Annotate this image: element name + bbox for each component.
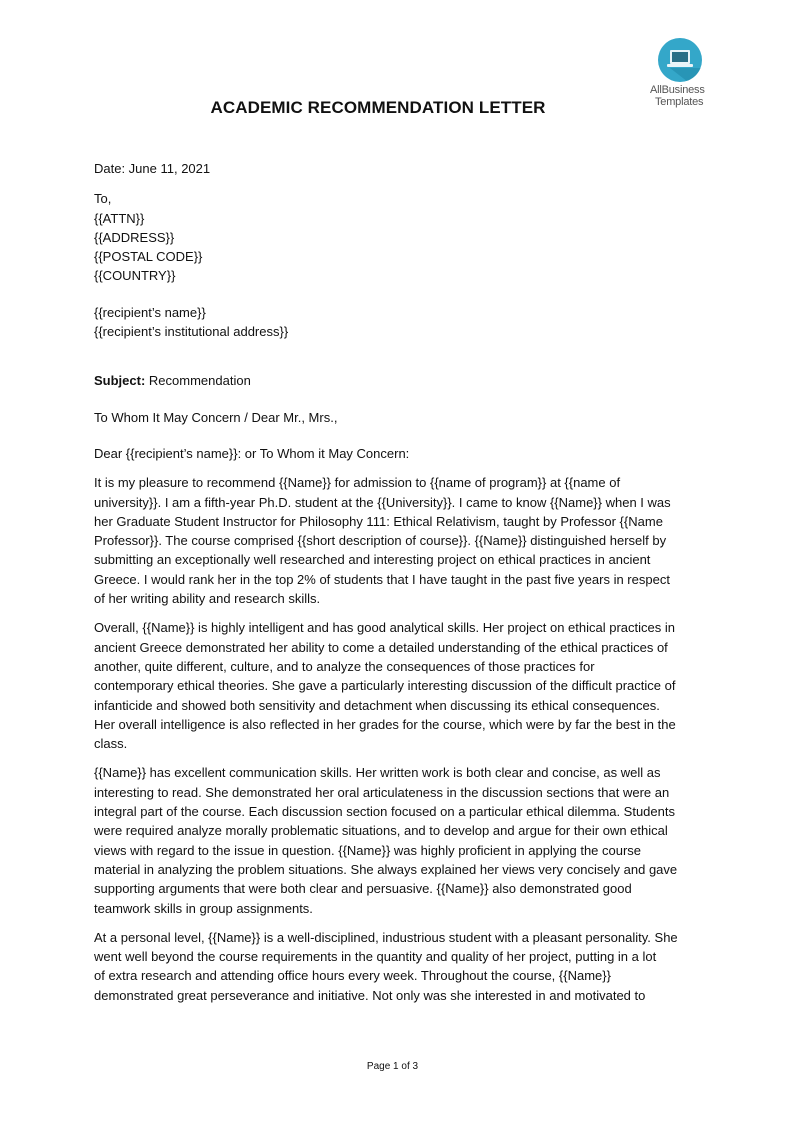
paragraph-line: teamwork skills in group assignments. bbox=[94, 900, 313, 916]
paragraph-line: infanticide and showed both sensitivity and detachment when discussing its ethical consequences. bbox=[94, 697, 660, 713]
paragraph-line: {{Name}} has excellent communication skills. Her written work is both clear and concise, as well as bbox=[94, 765, 661, 781]
salutation-generic: To Whom It May Concern / Dear Mr., Mrs., bbox=[94, 409, 338, 425]
subject-value: Recommendation bbox=[145, 373, 251, 389]
address-block bbox=[94, 189, 704, 285]
paragraph-line: of her writing ability and research skills. bbox=[94, 591, 321, 607]
address-attn: {{ATTN}} bbox=[94, 210, 145, 226]
body-paragraph bbox=[94, 473, 704, 608]
body-paragraph bbox=[94, 618, 704, 753]
logo-line-1: AllBusiness bbox=[650, 84, 705, 96]
letter-date: Date: June 11, 2021 bbox=[94, 161, 211, 176]
logo-line-2: Templates bbox=[655, 96, 704, 108]
paragraph-line: class. bbox=[94, 736, 128, 752]
paragraph-line: university}}. I am a fifth-year Ph.D. student at the {{University}}. I came to know {{Name}} when I was bbox=[94, 494, 671, 510]
paragraph-line: Professor}}. The course comprised {{short description of course}}. {{Name}} distinguished herself by bbox=[94, 533, 667, 549]
address-postal-code: {{POSTAL CODE}} bbox=[94, 249, 203, 265]
recipient-name: {{recipient’s name}} bbox=[94, 304, 206, 320]
paragraph-line: Overall, {{Name}} is highly intelligent and has good analytical skills. Her project on ethical practices in bbox=[94, 620, 675, 636]
paragraph-line: interesting to read. She demonstrated her oral articulateness in the discussion sections that were an bbox=[94, 784, 670, 800]
paragraph-line: At a personal level, {{Name}} is a well-disciplined, industrious student with a pleasant personality. She bbox=[94, 929, 678, 945]
paragraph-line: another, quite different, culture, and to analyze the consequences of those practices for bbox=[94, 658, 595, 674]
subject-label: Subject: bbox=[94, 373, 146, 389]
paragraph-line: supporting arguments that were both clear and persuasive. {{Name}} also demonstrated good bbox=[94, 881, 632, 897]
paragraph-line: ancient Greece demonstrated her ability to come a detailed understanding of the ethical practices of bbox=[94, 639, 668, 655]
paragraph-line: went well beyond the course requirements in the quantity and quality of her project, putting in a lot bbox=[94, 949, 657, 965]
paragraph-line: demonstrated great perseverance and initiative. Not only was she interested in and motivated to bbox=[94, 987, 646, 1003]
address-to: To, bbox=[94, 191, 112, 207]
paragraph-line: It is my pleasure to recommend {{Name}} for admission to {{name of program}} at {{name of bbox=[94, 475, 621, 491]
logo-badge bbox=[658, 38, 702, 82]
paragraph-line: Greece. I would rank her in the top 2% of students that I have taught in the past five years in respect bbox=[94, 571, 670, 587]
address-street: {{ADDRESS}} bbox=[94, 229, 175, 245]
body-paragraph bbox=[94, 928, 704, 1005]
paragraph-line: of extra research and attending office hours every week. Throughout the course, {{Name}} bbox=[94, 968, 611, 984]
address-country: {{COUNTRY}} bbox=[94, 268, 176, 284]
paragraph-line: material in analyzing the problem situations. She always explained her views very concisely and gave bbox=[94, 861, 678, 877]
paragraph-line: were required analyze morally problematic situations, and to develop and argue for their own ethical bbox=[94, 823, 668, 839]
salutation-dear: Dear {{recipient’s name}}: or To Whom it May Concern: bbox=[94, 445, 410, 461]
laptop-icon bbox=[658, 38, 702, 82]
paragraph-line: Her overall intelligence is also reflected in her grades for the course, which were by far the best in the bbox=[94, 716, 676, 732]
letter-title: ACADEMIC RECOMMENDATION LETTER bbox=[210, 98, 546, 117]
paragraph-line: submitting an exceptionally well researched and interesting project on ethical practices in ancient bbox=[94, 552, 651, 568]
recipient-block bbox=[94, 303, 704, 342]
paragraph-line: her Graduate Student Instructor for Philosophy 111: Ethical Relativism, taught by Professor {{Name bbox=[94, 513, 663, 529]
body-paragraph bbox=[94, 763, 704, 917]
subject-line bbox=[94, 371, 704, 390]
paragraph-line: views with regard to the issue in question. {{Name}} was highly proficient in applying the course bbox=[94, 842, 642, 858]
paragraph-line: contemporary ethical theories. She gave a particularly interesting discussion of the difficult practice of bbox=[94, 678, 676, 694]
recipient-institution: {{recipient’s institutional address}} bbox=[94, 324, 289, 340]
paragraph-line: integral part of the course. Each discussion section focused on a particular ethical dilemma. Students bbox=[94, 804, 675, 820]
page-number: Page 1 of 3 bbox=[366, 1061, 419, 1072]
letter-body bbox=[94, 159, 704, 1005]
